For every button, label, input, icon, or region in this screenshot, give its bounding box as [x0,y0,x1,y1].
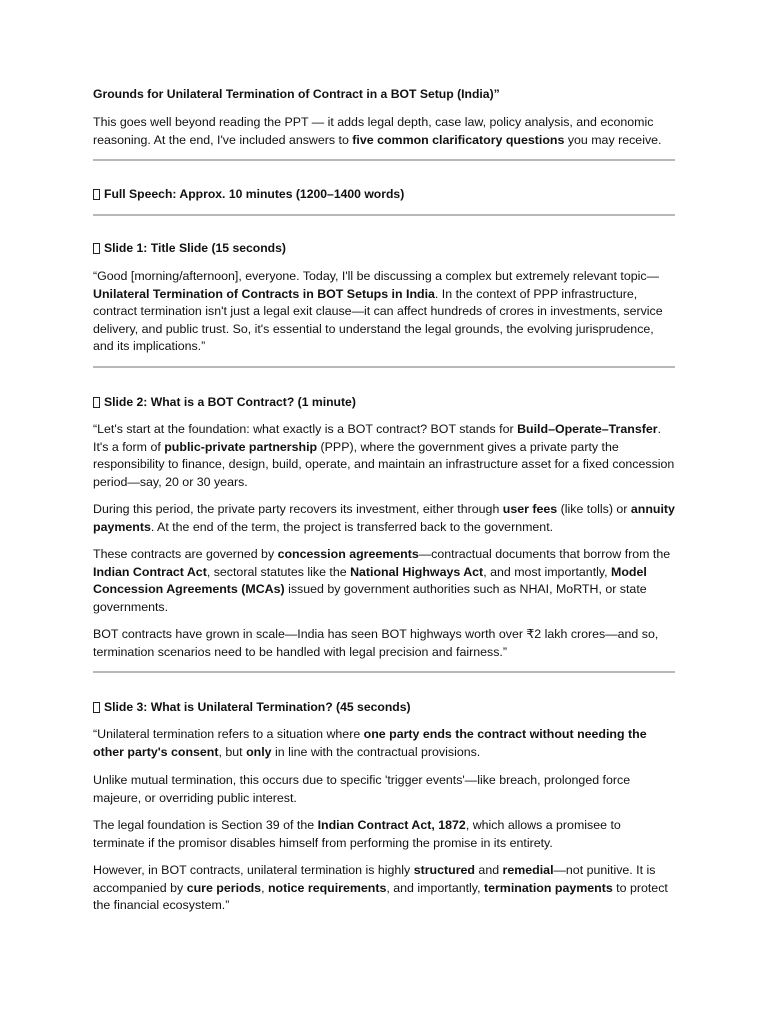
slide2-paragraph-4: BOT contracts have grown in scale—India has seen BOT highways worth over ₹2 lakh crores—and so, termination scenarios need to be handled with legal precision and fairness.” [93,627,659,659]
slide2-paragraph-2: During this period, the private party recovers its investment, either through user fees (like tolls) or annuity payments. At the end of the term, the project is transferred back to the government. [93,502,675,534]
slide3-paragraph-2: Unlike mutual termination, this occurs due to specific 'trigger events'—like breach, prolonged force majeure, or overriding public interest. [93,773,631,805]
divider [93,671,675,673]
missing-glyph-icon [93,243,100,254]
slide2-heading: Slide 2: What is a BOT Contract? (1 minute) [93,394,356,411]
slide3-paragraph-3: The legal foundation is Section 39 of the Indian Contract Act, 1872, which allows a promisee to terminate if the promisor disables himself from performing the promise in its entirety. [93,818,621,850]
slide2-paragraph-3: These contracts are governed by concession agreements—contractual documents that borrow from the Indian Contract Act, sectoral statutes like the National Highways Act, and most importantly, Model Concession Agreements (MCAs) issued by government authorities such as NHAI, MoRTH, or state governments. [93,547,671,614]
document-title: Grounds for Unilateral Termination of Contract in a BOT Setup (India)” [93,87,500,101]
slide3-paragraph-1: “Unilateral termination refers to a situation where one party ends the contract without needing the other party's consent, but only in line with the contractual provisions. [93,727,647,759]
divider [93,366,675,368]
divider [93,159,675,161]
divider [93,214,675,216]
slide1-paragraph: “Good [morning/afternoon], everyone. Today, I'll be discussing a complex but extremely relevant topic—Unilateral Termination of Contracts in BOT Setups in India. In the context of PPP infrastructure, contract termination isn't just a legal exit clause—it can affect hundreds of crores in investments, service delivery, and public trust. So, it's essential to understand the legal grounds, the evolving jurisprudence, and its implications.” [93,269,663,354]
speech-heading: Full Speech: Approx. 10 minutes (1200–1400 words) [93,186,404,203]
missing-glyph-icon [93,702,100,713]
slide3-heading: Slide 3: What is Unilateral Termination? (45 seconds) [93,699,411,716]
slide2-paragraph-1: “Let's start at the foundation: what exactly is a BOT contract? BOT stands for Build–Operate–Transfer. It's a form of public-private partnership (PPP), where the government gives a private party the responsibility to finance, design, build, operate, and maintain an infrastructure asset for a fixed concession period—say, 20 or 30 years. [93,422,675,489]
intro-paragraph: This goes well beyond reading the PPT — it adds legal depth, case law, policy analysis, and economic reasoning. At the end, I've included answers to five common clarificatory questions you may receive. [93,115,662,147]
missing-glyph-icon [93,397,100,408]
missing-glyph-icon [93,189,100,200]
slide3-paragraph-4: However, in BOT contracts, unilateral termination is highly structured and remedial—not punitive. It is accompanied by cure periods, notice requirements, and importantly, termination payments to protect the financial ecosystem.” [93,863,668,913]
slide1-heading: Slide 1: Title Slide (15 seconds) [93,240,286,257]
